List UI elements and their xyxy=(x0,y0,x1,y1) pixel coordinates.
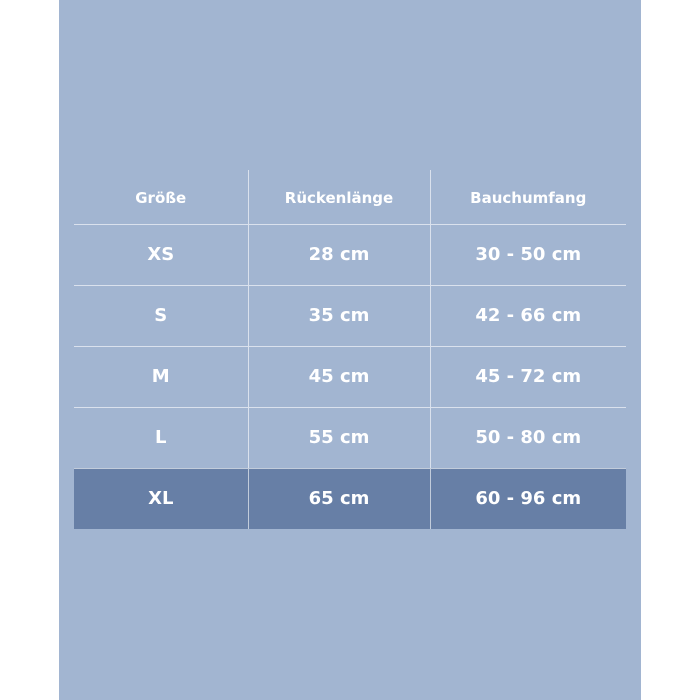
table-row xyxy=(74,224,626,285)
table-header-row xyxy=(74,170,626,224)
cell-size: M xyxy=(74,346,248,407)
cell-belly-circumference: 50 - 80 cm xyxy=(430,407,626,468)
size-chart-panel xyxy=(59,0,641,700)
table-row xyxy=(74,407,626,468)
cell-size: XL xyxy=(74,468,248,529)
header-belly-circumference: Bauchumfang xyxy=(430,170,626,224)
cell-size: L xyxy=(74,407,248,468)
table-row xyxy=(74,346,626,407)
header-back-length: Rückenlänge xyxy=(248,170,430,224)
table-row xyxy=(74,285,626,346)
header-size: Größe xyxy=(74,170,248,224)
cell-belly-circumference: 45 - 72 cm xyxy=(430,346,626,407)
cell-back-length: 28 cm xyxy=(248,224,430,285)
cell-back-length: 35 cm xyxy=(248,285,430,346)
cell-belly-circumference: 60 - 96 cm xyxy=(430,468,626,529)
cell-size: S xyxy=(74,285,248,346)
cell-size: XS xyxy=(74,224,248,285)
cell-belly-circumference: 42 - 66 cm xyxy=(430,285,626,346)
table-row-highlighted xyxy=(74,468,626,529)
cell-back-length: 65 cm xyxy=(248,468,430,529)
cell-back-length: 45 cm xyxy=(248,346,430,407)
size-table xyxy=(74,170,626,529)
cell-back-length: 55 cm xyxy=(248,407,430,468)
cell-belly-circumference: 30 - 50 cm xyxy=(430,224,626,285)
